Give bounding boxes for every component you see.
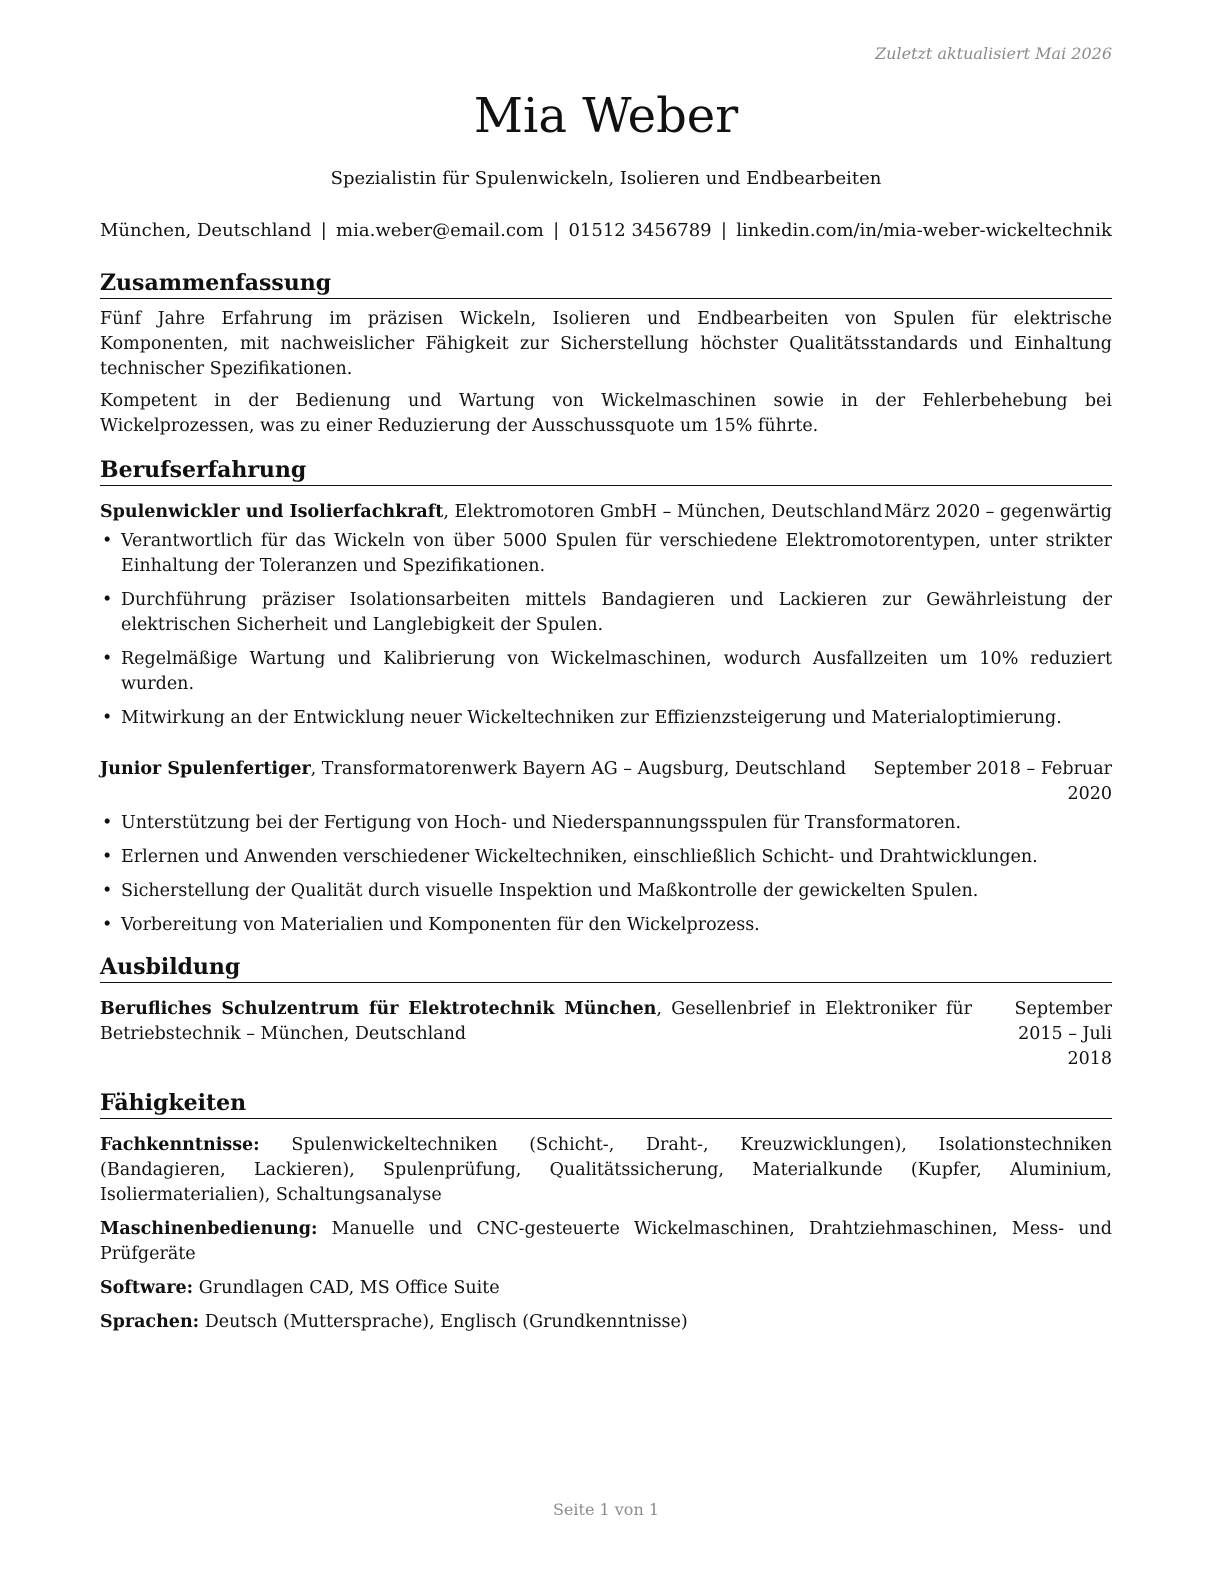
job-entry: [100, 757, 1112, 938]
job-header: [100, 757, 1112, 807]
summary-section: [100, 268, 1112, 439]
last-updated: Zuletzt aktualisiert Mai 2026: [875, 44, 1112, 63]
section-title-summary: Zusammenfassung: [100, 268, 1112, 299]
skill-text: Manuelle und CNC-gesteuerte Wickelmaschinen, Drahtziehmaschinen, Mess- und Prüfgeräte: [100, 1219, 1112, 1264]
skill-row: [100, 1276, 1112, 1301]
job-company: , Transformatorenwerk Bayern AG – Augsburg, Deutschland: [310, 759, 847, 779]
contact-linkedin[interactable]: linkedin.com/in/mia-weber-wickeltechnik: [736, 220, 1112, 241]
contact-separator: |: [720, 220, 727, 241]
skill-label: Fachkenntnisse:: [100, 1135, 260, 1155]
contact-separator: |: [320, 220, 327, 241]
candidate-headline: Spezialistin für Spulenwickeln, Isolieren und Endbearbeiten: [330, 168, 882, 189]
skill-text: Grundlagen CAD, MS Office Suite: [198, 1278, 500, 1298]
list-item: • Durchführung präziser Isolationsarbeiten mittels Bandagieren und Lackieren zur Gewährleistung der elektrischen Sicherheit und Langlebigkeit der Spulen.: [100, 588, 1112, 638]
resume-page: [100, 0, 1112, 1584]
skill-row: [100, 1133, 1112, 1208]
skill-label: Software:: [100, 1278, 194, 1298]
education-school: Berufliches Schulzentrum für Elektrotechnik München: [100, 999, 657, 1019]
job-bullets: [100, 811, 1112, 938]
list-item: • Regelmäßige Wartung und Kalibrierung von Wickelmaschinen, wodurch Ausfallzeiten um 10% reduziert wurden.: [100, 647, 1112, 697]
job-bullets: [100, 529, 1112, 731]
education-degree: , Gesellenbrief in Elektroniker für Betriebstechnik – München, Deutschland: [100, 999, 973, 1044]
list-item: • Sicherstellung der Qualität durch visuelle Inspektion und Maßkontrolle der gewickelten Spulen.: [100, 879, 1112, 904]
section-title-experience: Berufserfahrung: [100, 455, 1112, 486]
education-entry: [100, 997, 1112, 1072]
contact-line: [100, 218, 1112, 244]
skill-label: Maschinenbedienung:: [100, 1219, 318, 1239]
experience-section: [100, 455, 1112, 938]
skill-label: Sprachen:: [100, 1312, 200, 1332]
skills-section: [100, 1088, 1112, 1335]
skill-text: Spulenwickeltechniken (Schicht-, Draht-, Kreuzwicklungen), Isolationstechniken (Bandagieren, Lackieren), Spulenprüfung, Qualitätssicherung, Materialkunde (Kupfer, Aluminium, Isoliermaterialien), Schaltungsanalyse: [100, 1135, 1112, 1205]
resume-content: [100, 268, 1112, 1335]
section-title-skills: Fähigkeiten: [100, 1088, 1112, 1119]
job-entry: [100, 500, 1112, 731]
list-item: • Verantwortlich für das Wickeln von über 5000 Spulen für verschiedene Elektromotorentypen, unter strikter Einhaltung der Toleranzen und Spezifikationen.: [100, 529, 1112, 579]
section-title-education: Ausbildung: [100, 952, 1112, 983]
contact-email[interactable]: mia.weber@email.com: [336, 220, 544, 241]
summary-paragraph: Fünf Jahre Erfahrung im präzisen Wickeln, Isolieren und Endbearbeiten von Spulen für elektrische Komponenten, mit nachweislicher Fähigkeit zur Sicherstellung höchster Qualitätsstandards und Einhaltung technischer Spezifikationen.: [100, 309, 1112, 379]
candidate-name: Mia Weber: [473, 88, 739, 144]
job-dates: September 2018 – Februar 2020: [873, 759, 1112, 804]
page-number: Seite 1 von 1: [552, 1500, 660, 1519]
education-section: [100, 952, 1112, 1072]
job-title-line: [100, 500, 884, 525]
job-header: [100, 500, 1112, 525]
skill-text: Deutsch (Muttersprache), Englisch (Grundkenntnisse): [204, 1312, 688, 1332]
contact-separator: |: [553, 220, 560, 241]
list-item: • Erlernen und Anwenden verschiedener Wickeltechniken, einschließlich Schicht- und Drahtwicklungen.: [100, 845, 1112, 870]
education-line: [100, 997, 972, 1047]
list-item: • Unterstützung bei der Fertigung von Hoch- und Niederspannungsspulen für Transformatoren.: [100, 811, 1112, 836]
list-item: • Mitwirkung an der Entwicklung neuer Wickeltechniken zur Effizienzsteigerung und Materialoptimierung.: [100, 706, 1112, 731]
job-role: Spulenwickler und Isolierfachkraft: [100, 502, 444, 522]
education-dates: September 2015 – Juli 2018: [1014, 999, 1112, 1069]
job-title-line: [100, 757, 872, 782]
job-dates: März 2020 – gegenwärtig: [884, 502, 1112, 522]
summary-paragraph: Kompetent in der Bedienung und Wartung von Wickelmaschinen sowie in der Fehlerbehebung bei Wickelprozessen, was zu einer Reduzierung der Ausschussquote um 15% führte.: [100, 391, 1112, 436]
job-company: , Elektromotoren GmbH – München, Deutschland: [443, 502, 883, 522]
skill-row: [100, 1310, 1112, 1335]
list-item: • Vorbereitung von Materialien und Komponenten für den Wickelprozess.: [100, 913, 1112, 938]
contact-location: München, Deutschland: [100, 220, 312, 241]
contact-phone[interactable]: 01512 3456789: [568, 220, 712, 241]
job-role: Junior Spulenfertiger: [100, 759, 311, 779]
skill-row: [100, 1217, 1112, 1267]
